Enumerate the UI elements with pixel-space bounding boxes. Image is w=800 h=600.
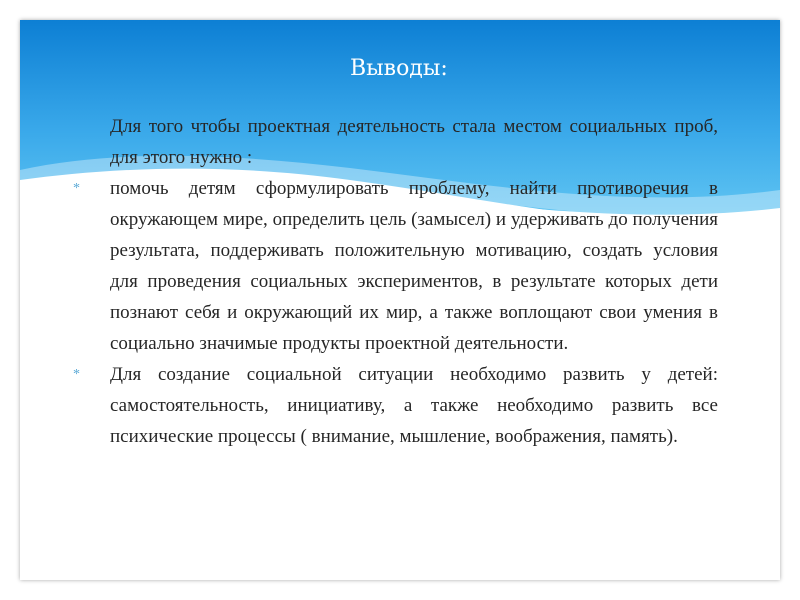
bullet-star-icon: *: [73, 367, 80, 382]
bullet-item: [73, 173, 718, 359]
slide-body: [73, 111, 718, 452]
slide: [20, 20, 780, 580]
bullet-item: [73, 359, 718, 452]
bullet-text: помочь детям сформулировать проблему, найти противоречия в окружающем мире, определить цель (замысел) и удерживать до получения результата, поддерживать положительную мотивацию, создать условия для проведения социальных экспериментов, в результате которых дети познают себя и окружающий их мир, а также воплощают свои умения в социально значимые продукты проектной деятельности.: [110, 178, 718, 354]
intro-text: Для того чтобы проектная деятельность стала местом социальных проб, для этого нужно :: [110, 116, 718, 168]
slide-title: Выводы:: [350, 56, 448, 81]
intro-paragraph: [110, 111, 718, 173]
bullet-star-icon: *: [73, 181, 80, 196]
bullet-text: Для создание социальной ситуации необходимо развить у детей: самостоятельность, инициативу, а также необходимо развить все психические процессы ( внимание, мышление, воображения, память).: [110, 364, 718, 447]
